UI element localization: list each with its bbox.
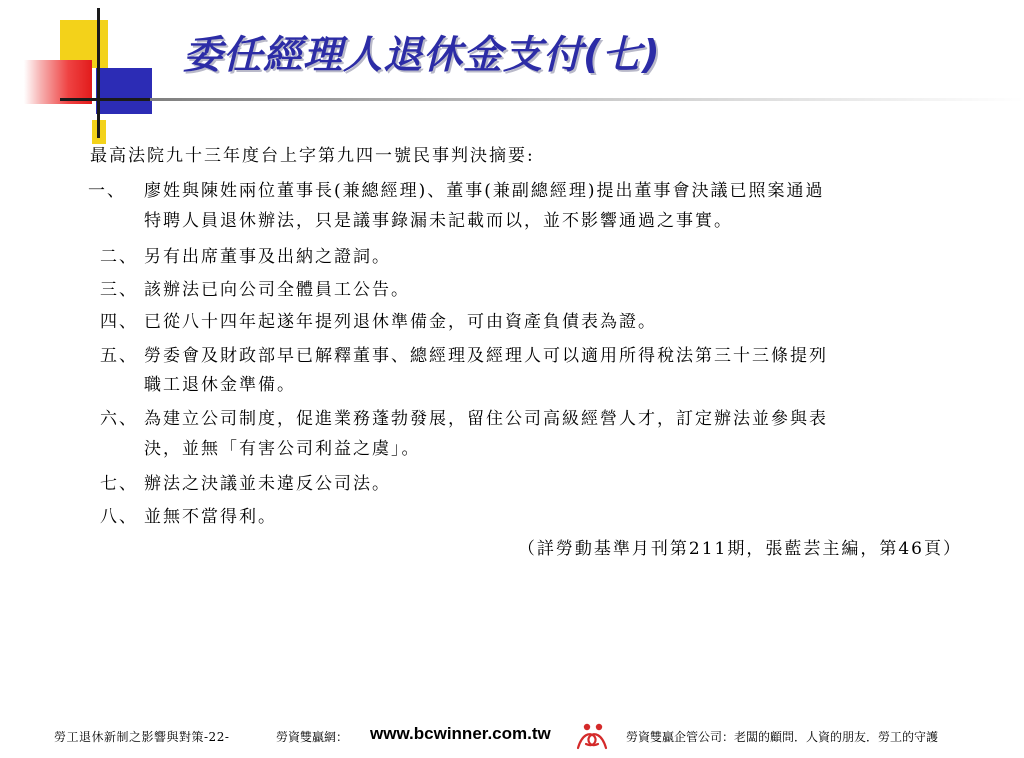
vertical-rule-decoration <box>97 8 100 138</box>
footer-url-link[interactable]: www.bcwinner.com.tw <box>370 724 551 743</box>
intro-text: 最高法院九十三年度台上字第九四一號民事判決摘要: <box>90 146 535 166</box>
blue-square-decoration <box>96 68 152 114</box>
footer-company-slogan: 勞資雙贏企管公司：老闆的顧問．人資的朋友．勞工的守護 <box>626 730 939 744</box>
item-number: 一、 <box>88 181 126 201</box>
item-text-continued: 職工退休金準備。 <box>144 375 296 395</box>
item-text: 並無不當得利。 <box>144 507 277 527</box>
item-number: 四、 <box>100 312 138 332</box>
item-text: 為建立公司制度，促進業務蓬勃發展，留住公司高級經營人才，訂定辦法並參與表 <box>144 409 828 429</box>
item-number: 八、 <box>100 507 138 527</box>
item-number: 二、 <box>100 247 138 267</box>
item-text-continued: 決，並無「有害公司利益之虞」。 <box>144 439 421 459</box>
footer-page-label: 勞工退休新制之影響與對策-22- <box>54 730 230 744</box>
item-text: 另有出席董事及出納之證詞。 <box>144 247 391 267</box>
item-number: 三、 <box>100 280 138 300</box>
item-text: 該辦法已向公司全體員工公告。 <box>144 280 410 300</box>
title-underline <box>150 98 1024 101</box>
item-text-continued: 特聘人員退休辦法，只是議事錄漏未記載而以，並不影響通過之事實。 <box>144 211 733 231</box>
footer-site-label: 勞資雙贏網： <box>276 730 349 744</box>
item-text: 勞委會及財政部早已解釋董事、總經理及經理人可以適用所得稅法第三十三條提列 <box>144 346 828 366</box>
slide-footer <box>0 722 1024 752</box>
item-number: 七、 <box>100 474 138 494</box>
item-number: 五、 <box>100 346 138 366</box>
citation-text: （詳勞動基準月刊第211期，張藍芸主編，第46頁） <box>517 539 962 559</box>
item-text: 辦法之決議並未違反公司法。 <box>144 474 391 494</box>
slide-title: 委任經理人退休金支付(七) <box>183 33 661 78</box>
item-text: 已從八十四年起遂年提列退休準備金，可由資產負債表為證。 <box>144 312 657 332</box>
item-number: 六、 <box>100 409 138 429</box>
item-text: 廖姓與陳姓兩位董事長(兼總經理)、董事(兼副總經理)提出董事會決議已照案通過 <box>144 181 825 201</box>
two-people-logo-icon <box>572 722 612 750</box>
